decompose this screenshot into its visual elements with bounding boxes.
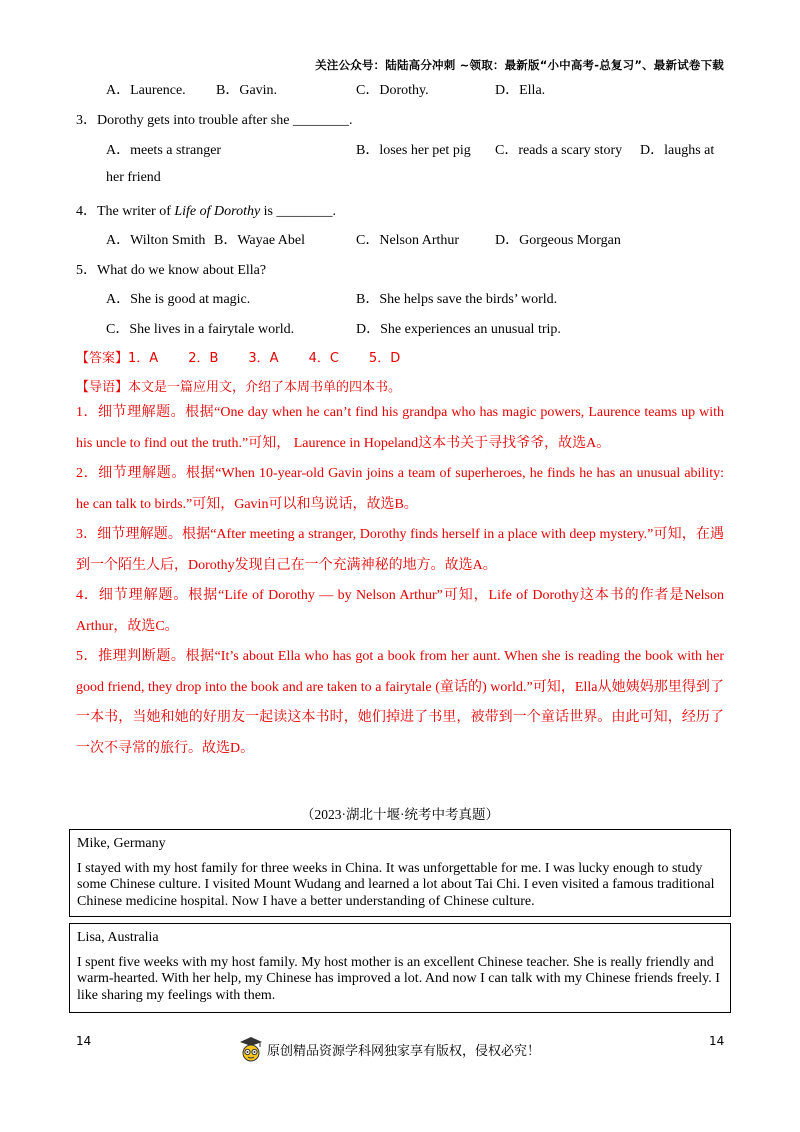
- explanation-4: 4．细节理解题。根据“Life of Dorothy — by Nelson Arthur”可知，Life of Dorothy这本书的作者是Nelson Arthur，故选C。: [76, 588, 724, 634]
- q4-option-a: A．Wilton Smith: [106, 233, 206, 248]
- q3-option-d: D．laughs at: [640, 143, 715, 158]
- answer-label: 【答案】: [76, 351, 129, 366]
- answer-line: [76, 347, 400, 366]
- q4-option-d: D．Gorgeous Morgan: [495, 233, 621, 248]
- page-number-left: 14: [76, 1034, 92, 1048]
- explanation-3: 3．细节理解题。根据“After meeting a stranger, Dorothy finds herself in a place with deep mystery.”可知，在遇到一个陌生人后，Dorothy发现自己在一个充满神秘的地方。故选A。: [76, 527, 724, 573]
- page-header: 关注公众号：陆陆高分冲刺 ~领取：最新版“小中高考-总复习”、最新试卷下载: [315, 58, 724, 72]
- answer-item: 1．A: [128, 351, 159, 366]
- answer-item: 2．B: [188, 351, 219, 366]
- answer-item: 3．A: [248, 351, 279, 366]
- explanation-2: 2．细节理解题。根据“When 10-year-old Gavin joins a team of superheroes, he finds he has an unusual ability: he can talk to birds.”可知，Gavin可以和鸟说话，故选B。: [76, 466, 724, 512]
- footer: [238, 1036, 540, 1062]
- q2-option-b: B．Gavin.: [216, 83, 278, 98]
- q4-stem: 4．The writer of Life of Dorothy is ________.: [76, 204, 337, 219]
- testimonial-name: Mike, Germany: [77, 836, 166, 851]
- q4-option-b: B．Wayae Abel: [214, 233, 306, 248]
- q2-option-c: C．Dorothy.: [356, 83, 429, 98]
- explanation-1: 1．细节理解题。根据“One day when he can’t find his grandpa who has magic powers, Laurence teams up with his uncle to find out the truth.”可知， Laurence in Hopeland这本书关于寻找爷爷，故选A。: [76, 405, 724, 451]
- q5-stem: 5．What do we know about Ella?: [76, 263, 267, 278]
- testimonial-box-lisa: [69, 923, 731, 1013]
- q3-stem: 3．Dorothy gets into trouble after she ________.: [76, 113, 353, 128]
- q3-option-b: B．loses her pet pig: [356, 143, 471, 158]
- q5-option-b: B．She helps save the birds’ world.: [356, 292, 558, 307]
- q4-option-c: C．Nelson Arthur: [356, 233, 460, 248]
- footer-text: 原创精品资源学科网独家享有版权，侵权必究！: [267, 1043, 541, 1059]
- testimonial-box-mike: [69, 829, 731, 917]
- q5-option-d: D．She experiences an unusual trip.: [356, 322, 561, 337]
- q3-option-d-cont: her friend: [106, 170, 161, 185]
- guide-label: 【导语】: [76, 380, 129, 395]
- answer-item: 5．D: [368, 351, 401, 366]
- testimonial-name: Lisa, Australia: [77, 930, 159, 945]
- page-number-right: 14: [709, 1034, 725, 1048]
- guide-text: 本文是一篇应用文，介绍了本周书单的四本书。: [128, 380, 402, 395]
- q3-option-c: C．reads a scary story: [495, 143, 623, 158]
- explanations: [76, 398, 724, 764]
- answer-item: 4．C: [308, 351, 339, 366]
- q2-option-d: D．Ella.: [495, 83, 546, 98]
- q5-option-c: C．She lives in a fairytale world.: [106, 322, 295, 337]
- testimonial-text: I spent five weeks with my host family. My host mother is an excellent Chinese teacher. She is really friendly and warm-hearted. With her help, my Chinese has improved a lot. And now I can talk with my Chinese friends freely. I like sharing my feelings with them.: [77, 954, 720, 1003]
- q2-option-a: A．Laurence.: [106, 83, 186, 98]
- explanation-5: 5．推理判断题。根据“It’s about Ella who has got a book from her aunt. When she is reading the book with her good friend, they drop into the book and are taken to a fairytale (童话的) world.”可知，Ella从她姨妈那里得到了一本书，当她和她的好朋友一起读这本书时，她们掉进了书里，被带到一个童话世界。由此可知，经历了一次不寻常的旅行。故选D。: [76, 649, 724, 756]
- source-citation: （2023·湖北十堰·统考中考真题）: [301, 807, 499, 822]
- guide-line: [76, 376, 401, 395]
- testimonial-text: I stayed with my host family for three weeks in China. It was unforgettable for me. I was lucky enough to study some Chinese culture. I visited Mount Wudang and learned a lot about Tai Chi. I even visited a famous traditional Chinese medicine hospital. Now I have a better understanding of Chinese culture.: [77, 860, 715, 909]
- mascot-logo-icon: [238, 1036, 264, 1062]
- q5-option-a: A．She is good at magic.: [106, 292, 251, 307]
- q3-option-a: A．meets a stranger: [106, 143, 222, 158]
